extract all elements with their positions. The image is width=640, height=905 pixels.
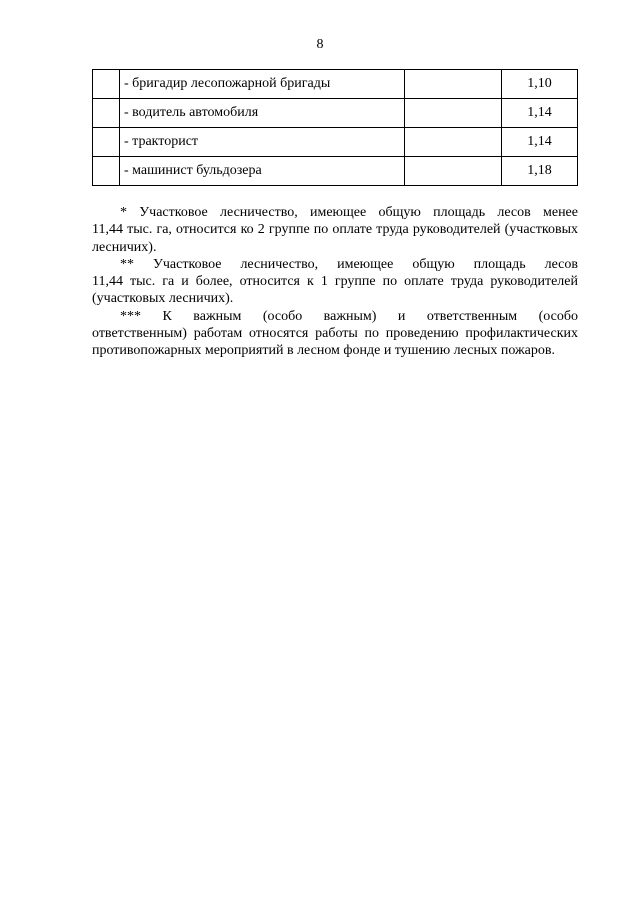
table-cell-coefficient: 1,18	[502, 157, 578, 186]
footnote-2	[92, 256, 578, 308]
page-number: 8	[316, 37, 324, 52]
footnote-2-first-line: ** Участковое лесничество, имеющее общую площадь лесов	[120, 256, 578, 272]
table-cell-blank	[405, 128, 502, 157]
table-cell-coefficient: 1,14	[502, 99, 578, 128]
table-cell-blank	[405, 99, 502, 128]
table-row	[93, 70, 578, 99]
table-cell-blank	[405, 70, 502, 99]
table-row	[93, 157, 578, 186]
table-cell-position: - водитель автомобиля	[120, 99, 405, 128]
table-cell-position: - тракторист	[120, 128, 405, 157]
table-cell-blank	[405, 157, 502, 186]
table-cell-coefficient: 1,10	[502, 70, 578, 99]
footnote-2-text: 11,44 тыс. га и более, относится к 1 группе по оплате труда руководителей (участковых лесничих).	[92, 274, 578, 307]
table-cell-coefficient: 1,14	[502, 128, 578, 157]
table-cell-number	[93, 128, 120, 157]
footnotes	[92, 204, 578, 360]
table-cell-number	[93, 99, 120, 128]
coefficient-table	[92, 69, 578, 186]
footnote-3-first-line: *** К важным (особо важным) и ответственным (особо	[120, 308, 578, 324]
footnote-3-text: ответственным) работам относятся работы по проведению профилактических противопожарных мероприятий в лесном фонде и тушению лесных пожаров.	[92, 326, 578, 359]
footnote-1	[92, 204, 578, 256]
footnote-1-first-line: * Участковое лесничество, имеющее общую площадь лесов менее	[120, 205, 578, 220]
table-cell-number	[93, 70, 120, 99]
footnote-3	[92, 308, 578, 360]
table-row	[93, 99, 578, 128]
table-cell-position: - бригадир лесопожарной бригады	[120, 70, 405, 99]
table-cell-number	[93, 157, 120, 186]
table-cell-position: - машинист бульдозера	[120, 157, 405, 186]
footnote-1-text: 11,44 тыс. га, относится ко 2 группе по оплате труда руководителей (участковых лесничих).	[92, 222, 578, 255]
table-row	[93, 128, 578, 157]
